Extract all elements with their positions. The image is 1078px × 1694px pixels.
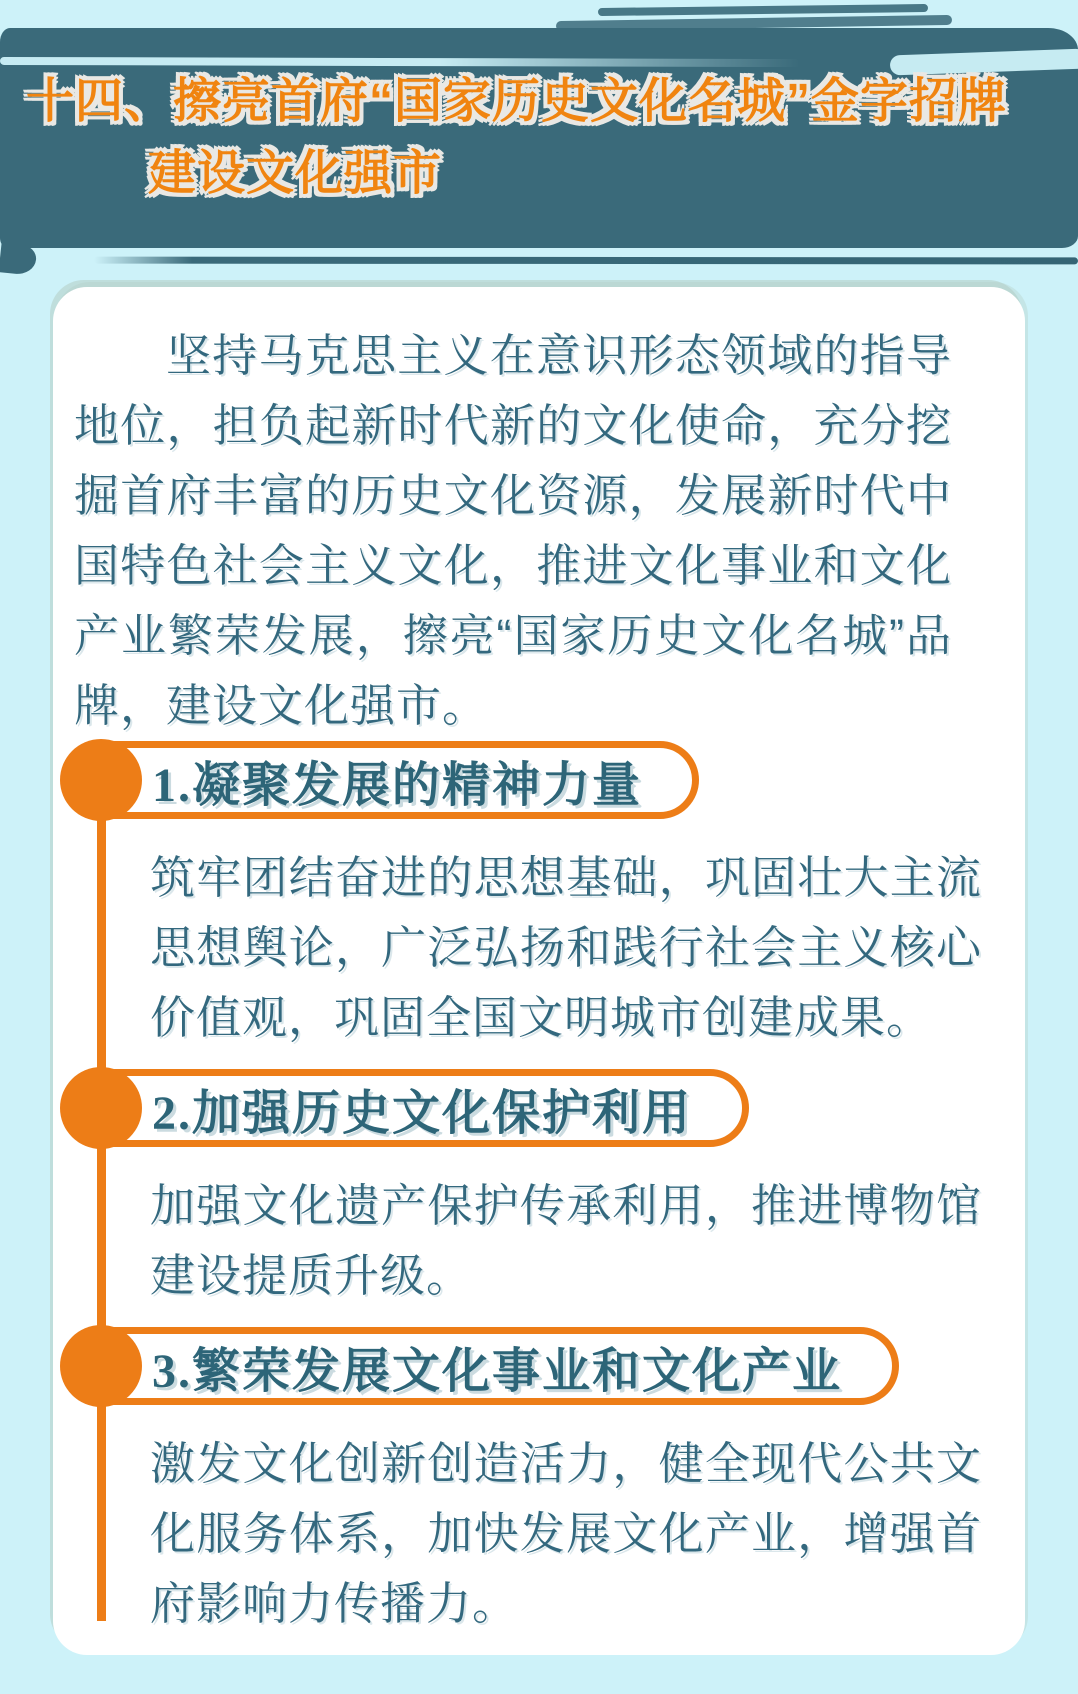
section-2-heading: 2.加强历史文化保护利用 [152, 1086, 693, 1140]
section-2-body: 加强文化遗产保护传承利用，推进博物馆建设提质升级。 [150, 1180, 982, 1301]
brush-underline-stroke [94, 257, 1078, 265]
section-3-bullet-dot [60, 1325, 142, 1407]
section-2-pill [75, 1069, 749, 1147]
banner-title-line2: 建设文化强市 [148, 147, 443, 200]
section-1-heading: 1.凝聚发展的精神力量 [152, 758, 643, 812]
brush-stroke-top-right-1 [598, 4, 928, 16]
intro-paragraph: 坚持马克思主义在意识形态领域的指导地位，担负起新时代新的文化使命，充分挖掘首府丰富的历史文化资源，发展新时代中国特色社会主义文化，推进文化事业和文化产业繁荣发展，擦亮“国家历史文化名城”品牌，建设文化强市。 [74, 330, 952, 731]
banner-title-line1: 十四、擦亮首府“国家历史文化名城”金字招牌 [26, 75, 1008, 128]
section-3-heading: 3.繁荣发展文化事业和文化产业 [152, 1344, 843, 1398]
section-1-heading-row [53, 741, 1025, 819]
section-1-pill [75, 741, 699, 819]
section-2-bullet-dot [60, 1067, 142, 1149]
content-card [53, 287, 1025, 1655]
section-3-body: 激发文化创新创造活力，健全现代公共文化服务体系，加快发展文化产业，增强首府影响力传播力。 [150, 1438, 982, 1629]
section-1-body: 筑牢团结奋进的思想基础，巩固壮大主流思想舆论，广泛弘扬和践行社会主义核心价值观，巩固全国文明城市创建成果。 [150, 852, 982, 1043]
section-1-bullet-dot [60, 739, 142, 821]
section-3-heading-row [53, 1327, 1025, 1405]
banner-title [0, 28, 1078, 210]
sections-timeline [53, 741, 1025, 1639]
timeline-connector-line [97, 780, 106, 1621]
header-banner [0, 28, 1078, 248]
section-2-heading-row [53, 1069, 1025, 1147]
section-3-pill [75, 1327, 899, 1405]
